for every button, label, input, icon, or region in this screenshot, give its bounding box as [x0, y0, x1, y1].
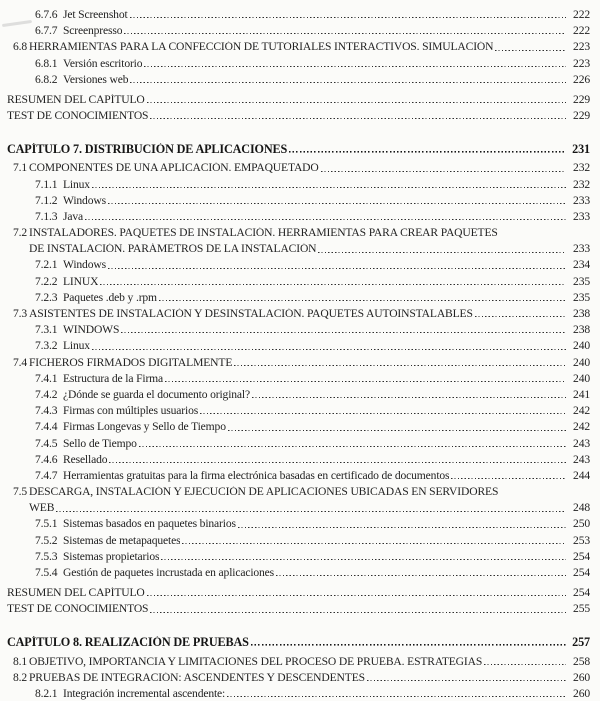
page-number: 223	[573, 40, 590, 54]
toc-entry	[7, 255, 590, 271]
toc-entry	[7, 207, 590, 223]
entry-title: RESUMEN DEL CAPÍTULO	[7, 587, 145, 600]
entry-number: 6.8	[13, 40, 28, 54]
page-number: 260	[573, 686, 590, 700]
dot-leader	[139, 438, 566, 450]
dot-leader	[130, 9, 566, 21]
entry-title: DESCARGA, INSTALACIÓN Y EJECUCIÓN DE APLICACIONES UBICADAS EN SERVIDORES	[29, 486, 499, 499]
entry-number: 7.4.4	[35, 420, 58, 434]
dot-leader	[238, 519, 566, 531]
toc-entry	[7, 583, 590, 599]
entry-number: 7.2	[13, 226, 28, 240]
entry-number: 7.5	[13, 485, 28, 499]
page-number: 222	[573, 24, 590, 38]
entry-title: INSTALADORES. PAQUETES DE INSTALACIÓN. HERRAMIENTAS PARA CREAR PAQUETES	[29, 227, 498, 240]
entry-title: Linux	[63, 178, 90, 191]
dot-leader	[92, 341, 566, 353]
entry-title: Integración incremental ascendente:	[63, 687, 226, 700]
entry-title: Firmas Longevas y Sello de Tiempo	[63, 421, 226, 434]
dot-leader	[475, 308, 566, 320]
entry-number: 7.3	[13, 307, 28, 321]
entry-number: 7.3.1	[35, 323, 58, 337]
toc-entry	[7, 498, 590, 514]
dot-leader	[108, 260, 566, 272]
toc-entry	[7, 369, 590, 385]
entry-number: 7.1.3	[35, 209, 58, 223]
toc-entry	[7, 320, 590, 336]
entry-number: 7.4.7	[35, 468, 58, 482]
dot-leader	[144, 58, 566, 70]
toc-entry	[7, 514, 590, 530]
page-number: 234	[573, 258, 590, 272]
entry-number: 7.1.2	[35, 193, 58, 207]
entry-number: 6.8.2	[35, 72, 58, 86]
page-number: 229	[573, 92, 590, 106]
page-number: 243	[573, 436, 590, 450]
dot-leader	[251, 637, 566, 649]
toc-entry	[7, 135, 590, 155]
entry-title: ASISTENTES DE INSTALACIÓN Y DESINSTALACIÓN. PAQUETES AUTOINSTALABLES	[29, 308, 473, 321]
entry-title: CAPÍTULO 7. DISTRIBUCIÓN DE APLICACIONES	[7, 142, 288, 156]
toc-entry	[7, 599, 590, 615]
entry-title: Linux	[63, 340, 90, 353]
dot-leader	[276, 567, 566, 579]
page-number: 223	[573, 56, 590, 70]
page-number: 235	[573, 274, 590, 288]
dot-leader	[85, 211, 566, 223]
entry-number: 6.7.6	[35, 8, 58, 22]
dot-leader	[92, 179, 566, 191]
toc-entry	[7, 563, 590, 579]
toc-entry	[7, 417, 590, 433]
dot-leader	[451, 470, 566, 482]
dot-leader	[150, 110, 566, 122]
entry-title: Gestión de paquetes incrustada en aplicaciones	[63, 567, 275, 580]
entry-number: 8.2	[13, 670, 28, 684]
page-number: 232	[573, 161, 590, 175]
entry-title: WINDOWS	[63, 324, 120, 337]
entry-title: LINUX	[63, 275, 99, 288]
page-number: 240	[573, 355, 590, 369]
entry-title: Estructura de la Firma	[63, 372, 164, 385]
entry-title: WEB	[29, 502, 55, 515]
dot-leader	[495, 42, 566, 54]
entry-number: 7.5.1	[35, 517, 58, 531]
entry-number: 7.4	[13, 355, 28, 369]
entry-title: Screenpresso	[63, 25, 123, 38]
toc-entry	[7, 531, 590, 547]
page-number: 253	[573, 533, 590, 547]
page-number: 229	[573, 109, 590, 123]
table-of-contents	[7, 5, 590, 700]
toc-entry	[7, 652, 590, 668]
entry-number: 6.7.7	[35, 24, 58, 38]
page-number: 254	[573, 549, 590, 563]
dot-leader	[484, 656, 566, 668]
page-number: 233	[573, 242, 590, 256]
dot-leader	[227, 688, 566, 700]
toc-entry	[7, 385, 590, 401]
page-number: 222	[573, 8, 590, 22]
page-number: 255	[573, 602, 590, 616]
dot-leader	[130, 74, 566, 86]
toc-entry	[7, 684, 590, 700]
entry-number: 7.5.3	[35, 549, 58, 563]
entry-number: 7.4.2	[35, 387, 58, 401]
entry-number: 7.2.1	[35, 258, 58, 272]
toc-entry	[7, 482, 590, 498]
page-number: 241	[573, 387, 590, 401]
dot-leader	[367, 672, 566, 684]
entry-title: HERRAMIENTAS PARA LA CONFECCIÓN DE TUTORIALES INTERACTIVOS. SIMULACIÓN	[29, 41, 494, 54]
dot-leader	[318, 243, 566, 255]
dot-leader	[124, 25, 566, 37]
entry-title: Resellado	[63, 453, 108, 466]
page-number: 250	[573, 517, 590, 531]
toc-entry	[7, 191, 590, 207]
entry-title: Sello de Tiempo	[63, 437, 137, 450]
entry-title: PRUEBAS DE INTEGRACIÓN: ASCENDENTES Y DESCENDENTES	[29, 671, 365, 684]
entry-title: Jet Screenshot	[63, 9, 128, 22]
page-number: 242	[573, 404, 590, 418]
toc-entry	[7, 106, 590, 122]
dot-leader	[289, 143, 566, 155]
page-number: 231	[572, 141, 590, 156]
page-number: 254	[573, 586, 590, 600]
toc-entry	[7, 336, 590, 352]
entry-title: DE INSTALACIÓN. PARÁMETROS DE LA INSTALACIÓN	[29, 243, 317, 256]
entry-number: 7.1.1	[35, 177, 58, 191]
toc-entry	[7, 70, 590, 86]
dot-leader	[121, 324, 566, 336]
page-number: 258	[573, 654, 590, 668]
toc-entry	[7, 629, 590, 649]
toc-entry	[7, 5, 590, 21]
entry-number: 8.2.1	[35, 686, 58, 700]
toc-entry	[7, 450, 590, 466]
entry-number: 7.4.1	[35, 371, 58, 385]
entry-number: 7.3.2	[35, 339, 58, 353]
toc-entry	[7, 239, 590, 255]
entry-title: Windows	[63, 259, 106, 272]
dot-leader	[161, 551, 566, 563]
entry-title: TEST DE CONOCIMIENTOS	[7, 110, 149, 123]
toc-entry	[7, 223, 590, 239]
entry-title: ¿Dónde se guarda el documento original?	[63, 388, 250, 401]
page-number: 244	[573, 468, 590, 482]
entry-title: Windows	[63, 194, 106, 207]
entry-title: Sistemas propietarios	[63, 550, 160, 563]
page-number: 260	[573, 670, 590, 684]
dot-leader	[147, 587, 566, 599]
dot-leader	[109, 454, 566, 466]
page-number: 243	[573, 452, 590, 466]
entry-title: COMPONENTES DE UNA APLICACIÓN. EMPAQUETADO	[29, 162, 319, 175]
entry-title: OBJETIVO, IMPORTANCIA Y LIMITACIONES DEL PROCESO DE PRUEBA. ESTRATEGIAS	[29, 655, 483, 668]
entry-number: 7.2.3	[35, 290, 58, 304]
entry-title: FICHEROS FIRMADOS DIGITALMENTE	[29, 356, 233, 369]
entry-title: CAPÍTULO 8. REALIZACIÓN DE PRUEBAS	[7, 635, 249, 649]
toc-entry	[7, 353, 590, 369]
dot-leader	[234, 357, 566, 369]
page-number: 233	[573, 209, 590, 223]
page-number: 233	[573, 193, 590, 207]
toc-entry	[7, 304, 590, 320]
entry-title: Java	[63, 210, 84, 223]
entry-number: 8.1	[13, 654, 28, 668]
entry-number: 7.1	[13, 161, 28, 175]
page-number: 238	[573, 323, 590, 337]
toc-entry	[7, 272, 590, 288]
dot-leader	[108, 195, 566, 207]
entry-title: Versión escritorio	[63, 57, 143, 70]
toc-entry	[7, 90, 590, 106]
dot-leader	[200, 405, 566, 417]
entry-number: 7.5.2	[35, 533, 58, 547]
toc-entry	[7, 175, 590, 191]
toc-entry	[7, 434, 590, 450]
toc-entry	[7, 21, 590, 37]
entry-number: 7.4.5	[35, 436, 58, 450]
entry-number: 7.4.6	[35, 452, 58, 466]
toc-entry	[7, 288, 590, 304]
dot-leader	[182, 535, 566, 547]
entry-title: Herramientas gratuitas para la firma electrónica basadas en certificado de documentos	[63, 469, 450, 482]
entry-title: Versiones web	[63, 73, 129, 86]
entry-title: Firmas con múltiples usuarios	[63, 405, 199, 418]
entry-title: RESUMEN DEL CAPÍTULO	[7, 93, 145, 106]
entry-title: Paquetes .deb y .rpm	[63, 291, 157, 304]
page-number: 242	[573, 420, 590, 434]
page-number: 257	[572, 634, 590, 649]
entry-number: 7.5.4	[35, 566, 58, 580]
toc-entry	[7, 547, 590, 563]
entry-title: Sistemas basados en paquetes binarios	[63, 518, 236, 531]
toc-entry	[7, 37, 590, 53]
toc-entry	[7, 158, 590, 174]
entry-title: Sistemas de metapaquetes	[63, 534, 181, 547]
dot-leader	[165, 373, 566, 385]
toc-entry	[7, 401, 590, 417]
entry-title: TEST DE CONOCIMIENTOS	[7, 603, 149, 616]
dot-leader	[147, 94, 566, 106]
page-number: 238	[573, 307, 590, 321]
page-number: 240	[573, 371, 590, 385]
dot-leader	[252, 389, 566, 401]
toc-entry	[7, 668, 590, 684]
dot-leader	[228, 422, 566, 434]
dot-leader	[56, 502, 566, 514]
entry-number: 7.2.2	[35, 274, 58, 288]
dot-leader	[159, 292, 566, 304]
page-number: 232	[573, 177, 590, 191]
page-number: 254	[573, 566, 590, 580]
entry-number: 7.4.3	[35, 404, 58, 418]
dot-leader	[321, 163, 566, 175]
page-number: 226	[573, 72, 590, 86]
page-number: 248	[573, 501, 590, 515]
toc-entry	[7, 54, 590, 70]
page-number: 235	[573, 290, 590, 304]
dot-leader	[100, 276, 566, 288]
page-number: 240	[573, 339, 590, 353]
entry-number: 6.8.1	[35, 56, 58, 70]
toc-entry	[7, 466, 590, 482]
dot-leader	[150, 604, 566, 616]
